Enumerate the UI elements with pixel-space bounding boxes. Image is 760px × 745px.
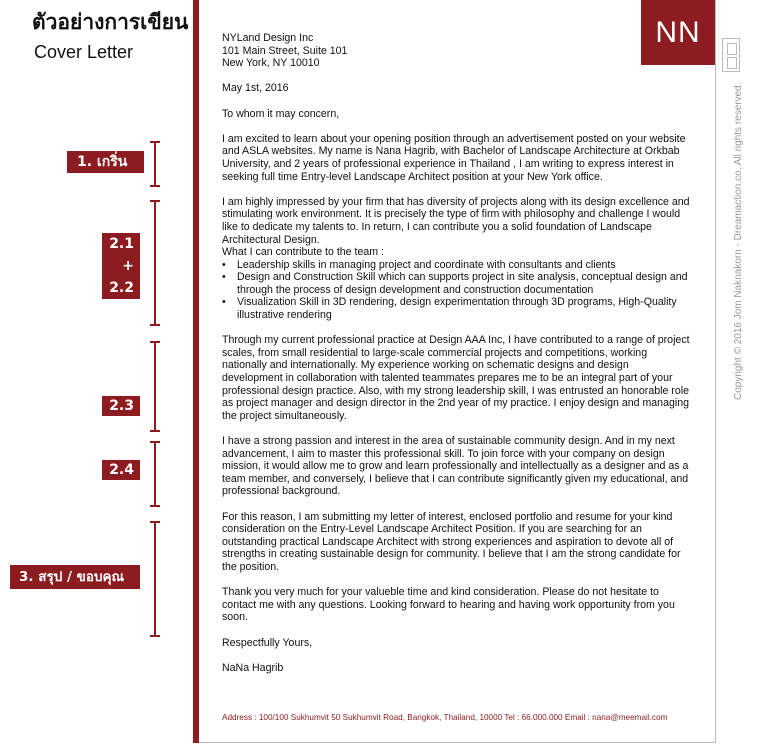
contribute-intro: What I can contribute to the team :: [222, 246, 384, 259]
section-label-intro: 1. เกริ่นนำ: [67, 151, 144, 173]
section-label-plus: +: [122, 258, 134, 274]
section-bracket-conclusion: [150, 521, 160, 637]
letter-date: May 1st, 2016: [222, 82, 289, 95]
closing: Respectfully Yours,: [222, 636, 313, 649]
section-label-2-1: 2.1: [109, 236, 134, 252]
page-title-thai: ตัวอย่างการเขียน: [32, 10, 189, 34]
section-label-2-4: 2.4: [102, 460, 140, 480]
signature: NaNa Hagrib: [222, 661, 284, 674]
publisher-logo-icon: [722, 38, 740, 72]
paragraph-impression: I am highly impressed by your firm that has diversity of projects along with its design excellence and stimulating work environment. It is precisely the type of firm with philosophy and challenge I would like to dedicate my talents to. In return, I can contribute you a solid foundation of Landscape Architectural Design.: [222, 195, 690, 246]
section-label-conclusion: 3. สรุป / ขอบคุณ: [10, 565, 140, 589]
paragraph-submission: For this reason, I am submitting my letter of interest, enclosed portfolio and resume for your kind consideration on the Entry-Level Landscape Architect Position. If you are searching for an outstanding practical Landscape Architect with strong experiences and aspiration to devote all of strengths in creating sustainable design for community. I believe that I am the strong candidate for the position.: [222, 510, 681, 573]
paragraph-thanks: Thank you very much for your valueble time and kind consideration. Please do not hesitate to contact me with any questions. Looking forward to hearing and having work opportunity from you soon.: [222, 586, 675, 624]
footer-address: Address : 100/100 Sukhumvit 50 Sukhumvit Road, Bangkok, Thailand, 10000 Tel : 66.000.000 Email : nana@meemail.com: [222, 713, 668, 722]
section-label-2-1-2-2: [102, 233, 140, 299]
page-subtitle: Cover Letter: [34, 42, 134, 62]
letter-page-edge: [193, 0, 201, 743]
letter-body: [222, 32, 692, 674]
recipient-city: New York, NY 10010: [222, 57, 320, 70]
paragraph-experience: Through my current professional practice at Design AAA Inc, I have contributed to a range of project scales, from small residential to large-scale commercial projects and competitions, working nationally and internationally. My experience working on schematic designs and design development in collaboration with talented teammates prepares me to be an integral part of your professional design practice. Also, with my strong leadership skill, I was entrusted an honorable role as project manager and design director in the 2nd year of my practice. I enjoy design and managing the project simultaneously.: [222, 334, 690, 422]
section-label-2-3: 2.3: [102, 396, 140, 416]
recipient-company: NYLand Design Inc: [222, 32, 314, 44]
section-bracket-2-3: [150, 341, 160, 432]
salutation: To whom it may concern,: [222, 107, 340, 120]
section-label-2-2: 2.2: [109, 280, 134, 296]
section-bracket-intro: [150, 141, 160, 187]
recipient-street: 101 Main Street, Suite 101: [222, 44, 348, 57]
paragraph-intro: I am excited to learn about your opening position through an advertisement posted on your website and ASLA websites. My name is Nana Hagrib, with Bachelor of Landscape Architecture at Orkbab University, and 2 years of professional experience in Thailand , I am writing to express interest in seeking full time Entry-level Landscape Architect position at your New York office.: [222, 132, 686, 183]
paragraph-passion: I have a strong passion and interest in the area of sustainable community design. And in my next advancement, I aim to master this professional skill. To join force with your company on design mission, it would allow me to grow and learn professionally and intellectually as a designer and as a team member, and conversely, I believe that I can contribute significantly given my educational, and professional background.: [222, 435, 689, 498]
section-bracket-2-1-2-2: [150, 200, 160, 326]
list-item: • Design and Construction Skill which can supports project in site analysis, conceptual design and through the process of design development and construction documentation: [222, 271, 692, 296]
list-item: • Leadership skills in managing project and coordinate with consultants and clients: [222, 259, 692, 272]
list-item: • Visualization Skill in 3D rendering, design experimentation through 3D programs, High-Quality illustrative rendering: [222, 296, 692, 321]
initials-logo: NN: [641, 0, 715, 65]
section-bracket-2-4: [150, 441, 160, 507]
contribution-list: [222, 259, 692, 322]
copyright-notice: Copyright © 2016 Jom Naknakorn - Dreamaction.co, All rights reserved.: [733, 82, 744, 400]
